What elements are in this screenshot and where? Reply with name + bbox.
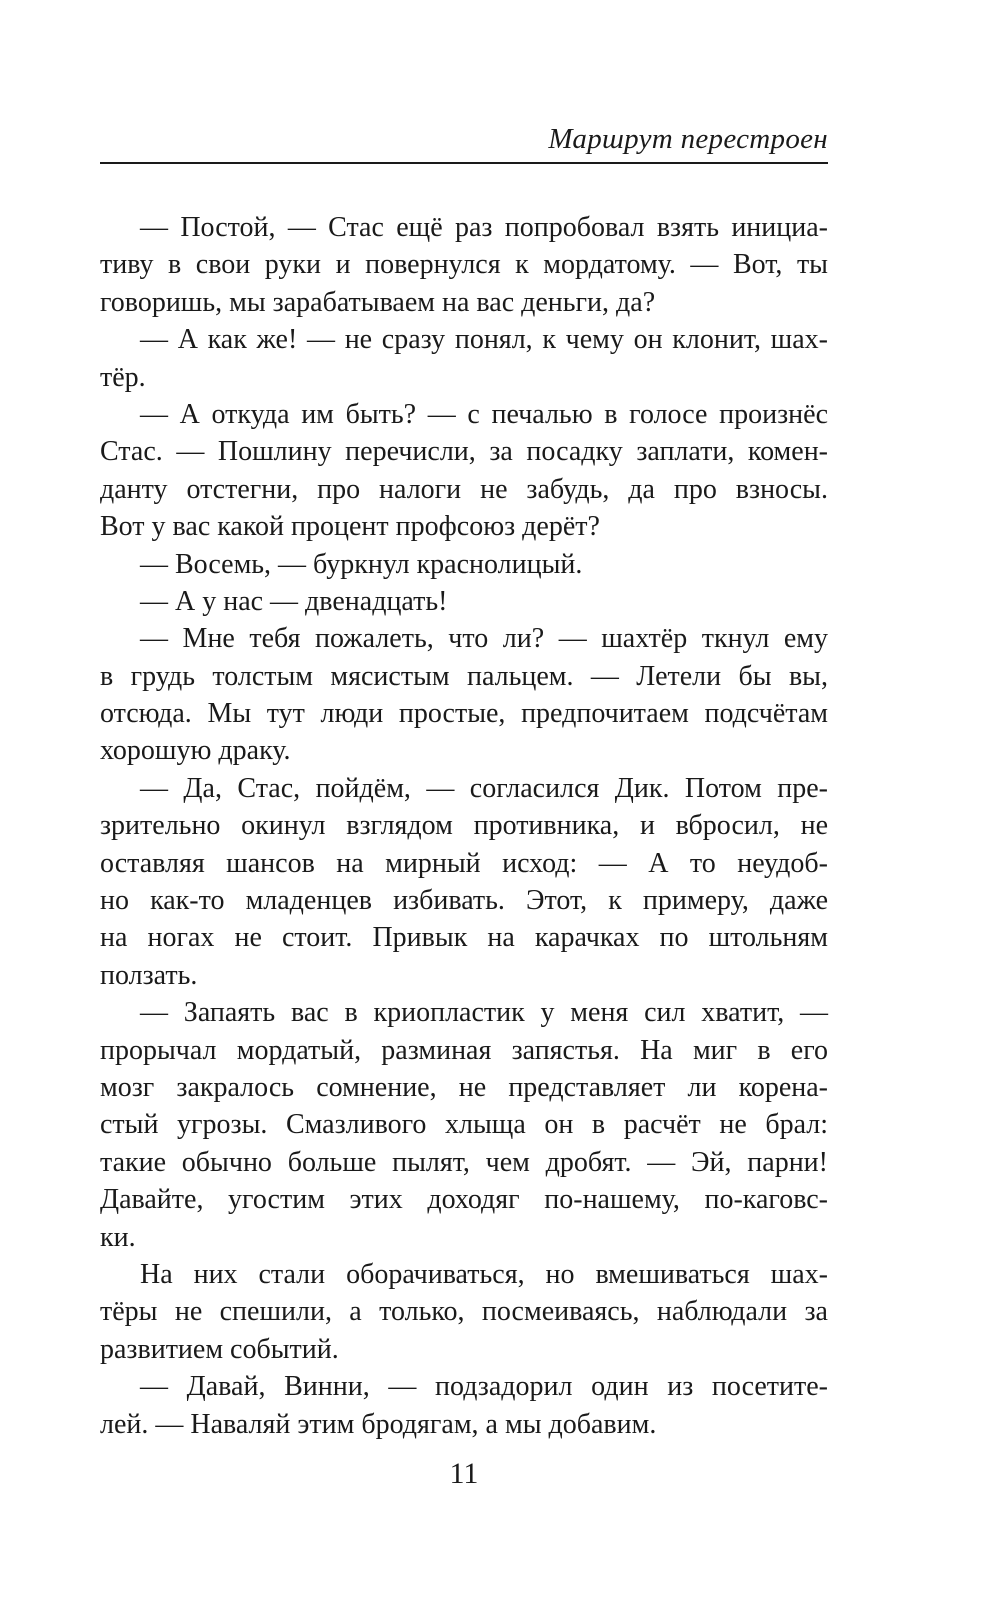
text-line: Давайте, угостим этих доходяг по-нашему, по-каговс- (100, 1184, 828, 1216)
text-line: — Постой, — Стас ещё раз попробовал взять инициа- (140, 212, 828, 243)
text-line: стый угрозы. Смазливого хлыща он в расчёт не брал: (100, 1109, 828, 1141)
text-line: данту отстегни, про налоги не забудь, да про взносы. (100, 473, 828, 505)
text-line: Стас. — Пошлину перечисли, за посадку заплати, комен- (100, 436, 828, 468)
text-line: — Давай, Винни, — подзадорил один из посетите- (140, 1371, 828, 1403)
body-text (100, 209, 828, 1443)
text-line: прорычал мордатый, разминая запястья. На миг в его (100, 1034, 828, 1066)
text-line: на ногах не стоит. Привык на карачках по штольням (100, 922, 828, 954)
running-title: Маршрут перестроен (548, 123, 828, 155)
page-number: 11 (449, 1457, 479, 1490)
text-line: На них стали оборачиваться, но вмешиваться шах- (140, 1258, 828, 1290)
text-line: развитием событий. (100, 1333, 339, 1365)
text-line: говоришь, мы зарабатываем на вас деньги, да? (100, 286, 656, 318)
text-line: тёры не спешили, а только, посмеиваясь, наблюдали за (100, 1296, 828, 1328)
text-line: — Запаять вас в криопластик у меня сил хватит, — (140, 997, 828, 1029)
text-line: в грудь толстым мясистым пальцем. — Летели бы вы, (100, 660, 828, 692)
text-line: хорошую драку. (100, 735, 291, 767)
text-line: Вот у вас какой процент профсоюз дерёт? (100, 511, 600, 543)
text-line: оставляя шансов на мирный исход: — А то неудоб- (100, 847, 828, 879)
text-line: тиву в свои руки и повернулся к мордатому. — Вот, ты (100, 249, 828, 281)
text-line: отсюда. Мы тут люди простые, предпочитаем подсчётам (100, 698, 828, 730)
text-line: тёр. (100, 361, 146, 393)
header-rule (100, 162, 828, 164)
text-line: но как-то младенцев избивать. Этот, к примеру, даже (100, 885, 828, 917)
text-line: ползать. (100, 959, 198, 991)
text-line: зрительно окинул взглядом противника, и вбросил, не (100, 810, 828, 842)
text-line: — А у нас — двенадцать! (140, 585, 448, 617)
text-line: — Мне тебя пожалеть, что ли? — шахтёр ткнул ему (140, 623, 828, 655)
text-line: — Восемь, — буркнул краснолицый. (140, 548, 583, 580)
text-line: — А откуда им быть? — с печалью в голосе произнёс (140, 398, 828, 430)
text-line: мозг закралось сомнение, не представляет ли корена- (100, 1071, 828, 1103)
text-line: такие обычно больше пылят, чем дробят. — Эй, парни! (100, 1146, 828, 1178)
text-line: лей. — Наваляй этим бродягам, а мы добавим. (100, 1408, 657, 1440)
text-line: — А как же! — не сразу понял, к чему он клонит, шах- (140, 324, 828, 356)
text-line: ки. (100, 1221, 136, 1253)
text-line: — Да, Стас, пойдём, — согласился Дик. Потом пре- (140, 772, 828, 804)
